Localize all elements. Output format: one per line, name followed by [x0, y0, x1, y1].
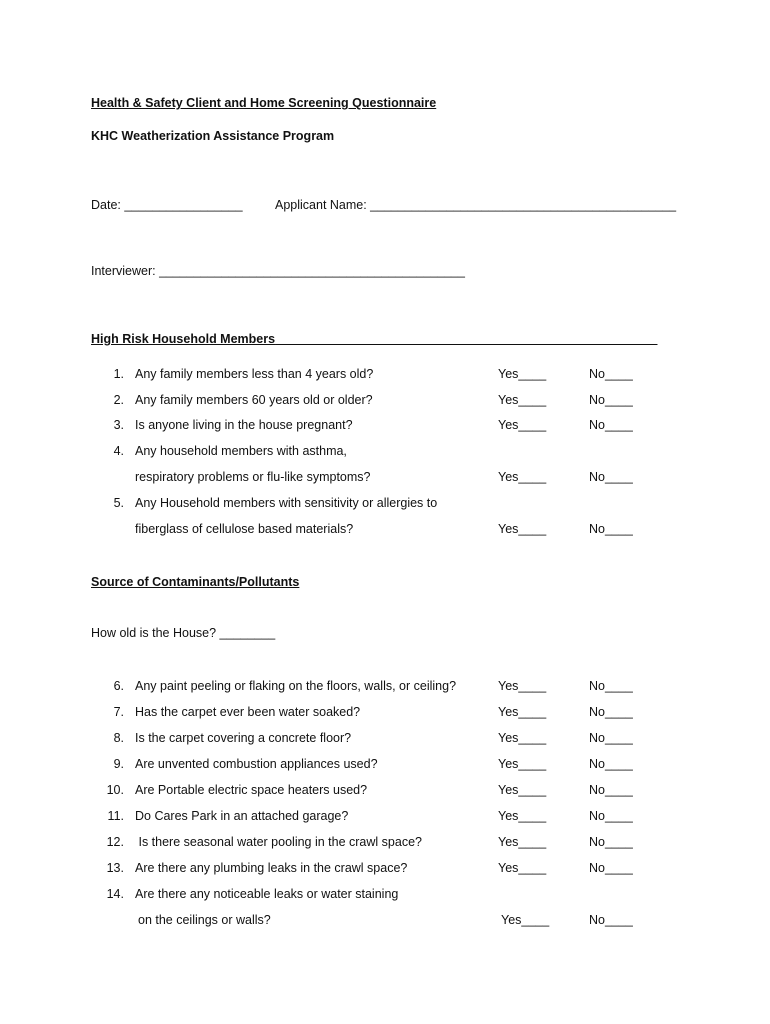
question-number: 14. [106, 887, 124, 901]
section-heading-contaminants: Source of Contaminants/Pollutants [91, 575, 300, 589]
question-text-continued: respiratory problems or flu-like symptoms? [135, 470, 371, 484]
date-field[interactable]: Date: _________________ [91, 198, 243, 212]
interviewer-field[interactable]: Interviewer: ____________________________________________ [91, 264, 465, 278]
question-text: Are there any plumbing leaks in the crawl space? [135, 861, 408, 875]
question-text-continued: fiberglass of cellulose based materials? [135, 522, 354, 536]
question-text-continued: on the ceilings or walls? [138, 913, 271, 927]
no-answer-field[interactable]: No____ [589, 757, 633, 771]
question-number: 7. [113, 705, 124, 719]
applicant-name-field[interactable]: Applicant Name: ____________________________________________ [275, 198, 677, 212]
question-text: Has the carpet ever been water soaked? [135, 705, 361, 719]
question-number: 6. [113, 679, 124, 693]
question-text: Is the carpet covering a concrete floor? [135, 731, 352, 745]
question-number: 1. [113, 367, 124, 381]
yes-answer-field[interactable]: Yes____ [498, 809, 547, 823]
yes-answer-field[interactable]: Yes____ [498, 393, 547, 407]
question-number: 9. [113, 757, 124, 771]
no-answer-field[interactable]: No____ [589, 418, 633, 432]
question-text: Any household members with asthma, [135, 444, 347, 458]
question-number: 12. [106, 835, 124, 849]
question-number: 5. [113, 496, 124, 510]
no-answer-field[interactable]: No____ [589, 913, 633, 927]
yes-answer-field[interactable]: Yes____ [498, 522, 547, 536]
document-title: Health & Safety Client and Home Screening Questionnaire [91, 96, 437, 110]
yes-answer-field[interactable]: Yes____ [498, 470, 547, 484]
question-number: 8. [113, 731, 124, 745]
question-text: Is anyone living in the house pregnant? [135, 418, 353, 432]
question-text: Any family members less than 4 years old? [135, 367, 374, 381]
no-answer-field[interactable]: No____ [589, 705, 633, 719]
question-text: Any paint peeling or flaking on the floors, walls, or ceiling? [135, 679, 457, 693]
yes-answer-field[interactable]: Yes____ [498, 705, 547, 719]
program-name: KHC Weatherization Assistance Program [91, 129, 335, 143]
question-number: 10. [106, 783, 124, 797]
question-text: Are Portable electric space heaters used? [135, 783, 368, 797]
yes-answer-field[interactable]: Yes____ [498, 757, 547, 771]
question-number: 13. [106, 861, 124, 875]
question-text: Is there seasonal water pooling in the crawl space? [135, 835, 422, 849]
no-answer-field[interactable]: No____ [589, 835, 633, 849]
question-text: Are unvented combustion appliances used? [135, 757, 378, 771]
no-answer-field[interactable]: No____ [589, 731, 633, 745]
no-answer-field[interactable]: No____ [589, 809, 633, 823]
question-text: Are there any noticeable leaks or water staining [135, 887, 399, 901]
question-number: 4. [113, 444, 124, 458]
yes-answer-field[interactable]: Yes____ [498, 835, 547, 849]
no-answer-field[interactable]: No____ [589, 861, 633, 875]
no-answer-field[interactable]: No____ [589, 783, 633, 797]
no-answer-field[interactable]: No____ [589, 367, 633, 381]
no-answer-field[interactable]: No____ [589, 470, 633, 484]
yes-answer-field[interactable]: Yes____ [501, 913, 550, 927]
yes-answer-field[interactable]: Yes____ [498, 367, 547, 381]
house-age-field[interactable]: How old is the House? ________ [91, 626, 276, 640]
no-answer-field[interactable]: No____ [589, 679, 633, 693]
question-text: Do Cares Park in an attached garage? [135, 809, 349, 823]
question-text: Any Household members with sensitivity or allergies to [135, 496, 438, 510]
no-answer-field[interactable]: No____ [589, 393, 633, 407]
question-number: 11. [107, 809, 124, 823]
yes-answer-field[interactable]: Yes____ [498, 679, 547, 693]
yes-answer-field[interactable]: Yes____ [498, 418, 547, 432]
yes-answer-field[interactable]: Yes____ [498, 731, 547, 745]
question-number: 2. [113, 393, 124, 407]
yes-answer-field[interactable]: Yes____ [498, 783, 547, 797]
question-number: 3. [113, 418, 124, 432]
no-answer-field[interactable]: No____ [589, 522, 633, 536]
question-text: Any family members 60 years old or older? [135, 393, 373, 407]
yes-answer-field[interactable]: Yes____ [498, 861, 547, 875]
section-heading-high-risk: High Risk Household Members_______________________________________________________ [91, 332, 658, 346]
